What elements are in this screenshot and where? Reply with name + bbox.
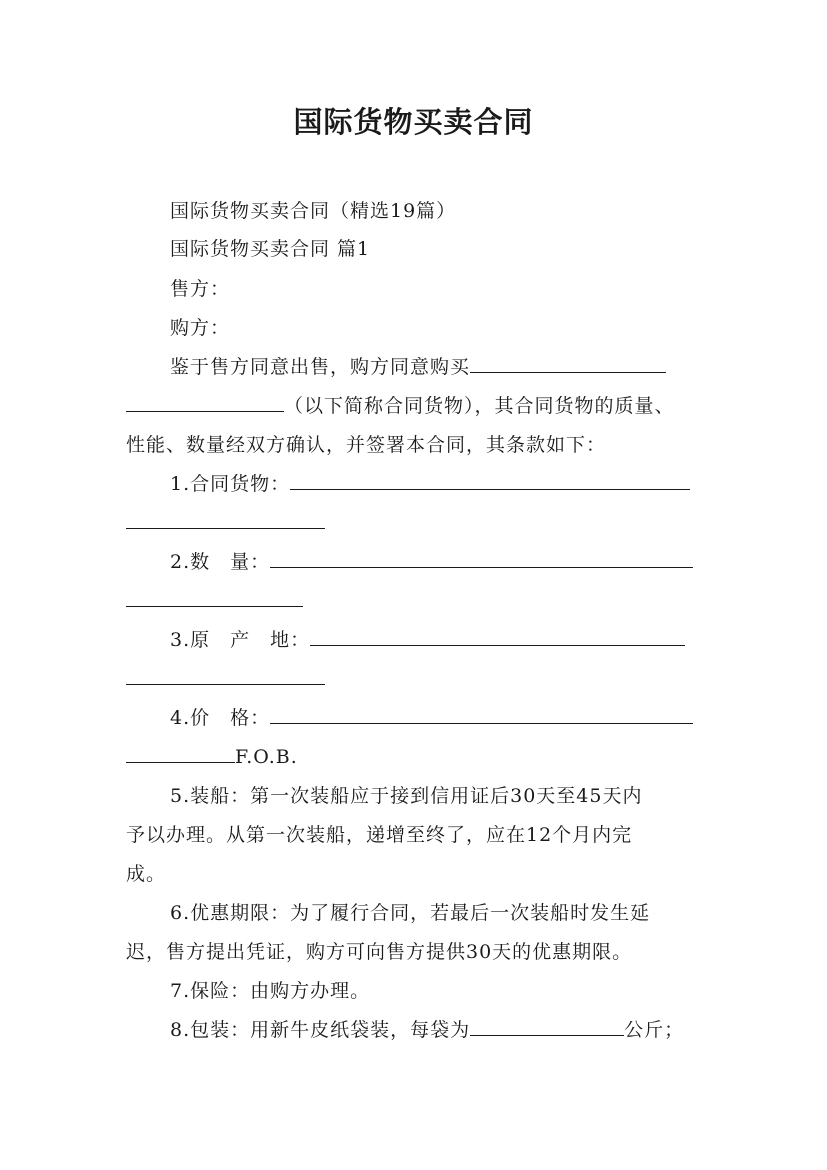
intro-line-1 [170, 354, 666, 380]
item-1-line-cont [126, 510, 325, 536]
item-1-label: 1.合同货物： [170, 473, 291, 495]
item-3-line-cont [126, 666, 325, 692]
intro-line-2 [126, 393, 675, 419]
item-3-line [170, 627, 685, 653]
item-2-label: 2.数 量： [170, 551, 271, 573]
item-4-blank-cont [126, 744, 235, 763]
intro-line-3: 性能、数量经双方确认，并签署本合同，其条款如下： [126, 434, 607, 456]
seller-label: 售方： [170, 278, 231, 300]
item-3-blank [310, 627, 685, 646]
item-5-line-2: 予以办理。从第一次装船，递增至终了，应在12个月内完 [126, 824, 633, 846]
item-2-line-cont [126, 588, 303, 614]
item-6-line-1: 6.优惠期限：为了履行合同，若最后一次装船时发生延 [170, 902, 651, 924]
item-3-blank-cont [126, 666, 325, 685]
item-4-line [170, 705, 693, 731]
item-2-line [170, 549, 693, 575]
item-4-line-cont [126, 744, 298, 770]
intro-text-2: （以下简称合同货物），其合同货物的质量、 [284, 395, 675, 417]
subtitle: 国际货物买卖合同（精选19篇） [170, 200, 457, 222]
item-1-blank [290, 471, 690, 490]
item-2-blank [270, 549, 693, 568]
item-6-line-2: 迟，售方提出凭证，购方可向售方提供30天的优惠期限。 [126, 941, 633, 963]
item-5-line-1: 5.装船：第一次装船应于接到信用证后30天至45天内 [170, 785, 643, 807]
item-7-line: 7.保险：由购方办理。 [170, 980, 371, 1002]
section-heading: 国际货物买卖合同 篇1 [170, 238, 371, 260]
item-8-label: 8.包装：用新牛皮纸袋装，每袋为 [170, 1019, 471, 1041]
item-1-line [170, 471, 690, 497]
item-3-label: 3.原 产 地： [170, 629, 311, 651]
item-4-blank [270, 705, 693, 724]
goods-blank-cont [126, 393, 284, 412]
item-4-suffix: F.O.B. [235, 746, 298, 768]
item-2-blank-cont [126, 588, 303, 607]
item-1-blank-cont [126, 510, 325, 529]
item-8-suffix: 公斤； [624, 1019, 685, 1041]
intro-text-1: 鉴于售方同意出售，购方同意购买 [170, 356, 471, 378]
item-5-line-3: 成。 [126, 863, 167, 885]
item-4-label: 4.价 格： [170, 707, 271, 729]
buyer-label: 购方： [170, 317, 231, 339]
goods-blank [470, 354, 666, 373]
document-title: 国际货物买卖合同 [293, 105, 534, 139]
item-8-line [170, 1017, 684, 1043]
item-8-blank [470, 1017, 624, 1036]
